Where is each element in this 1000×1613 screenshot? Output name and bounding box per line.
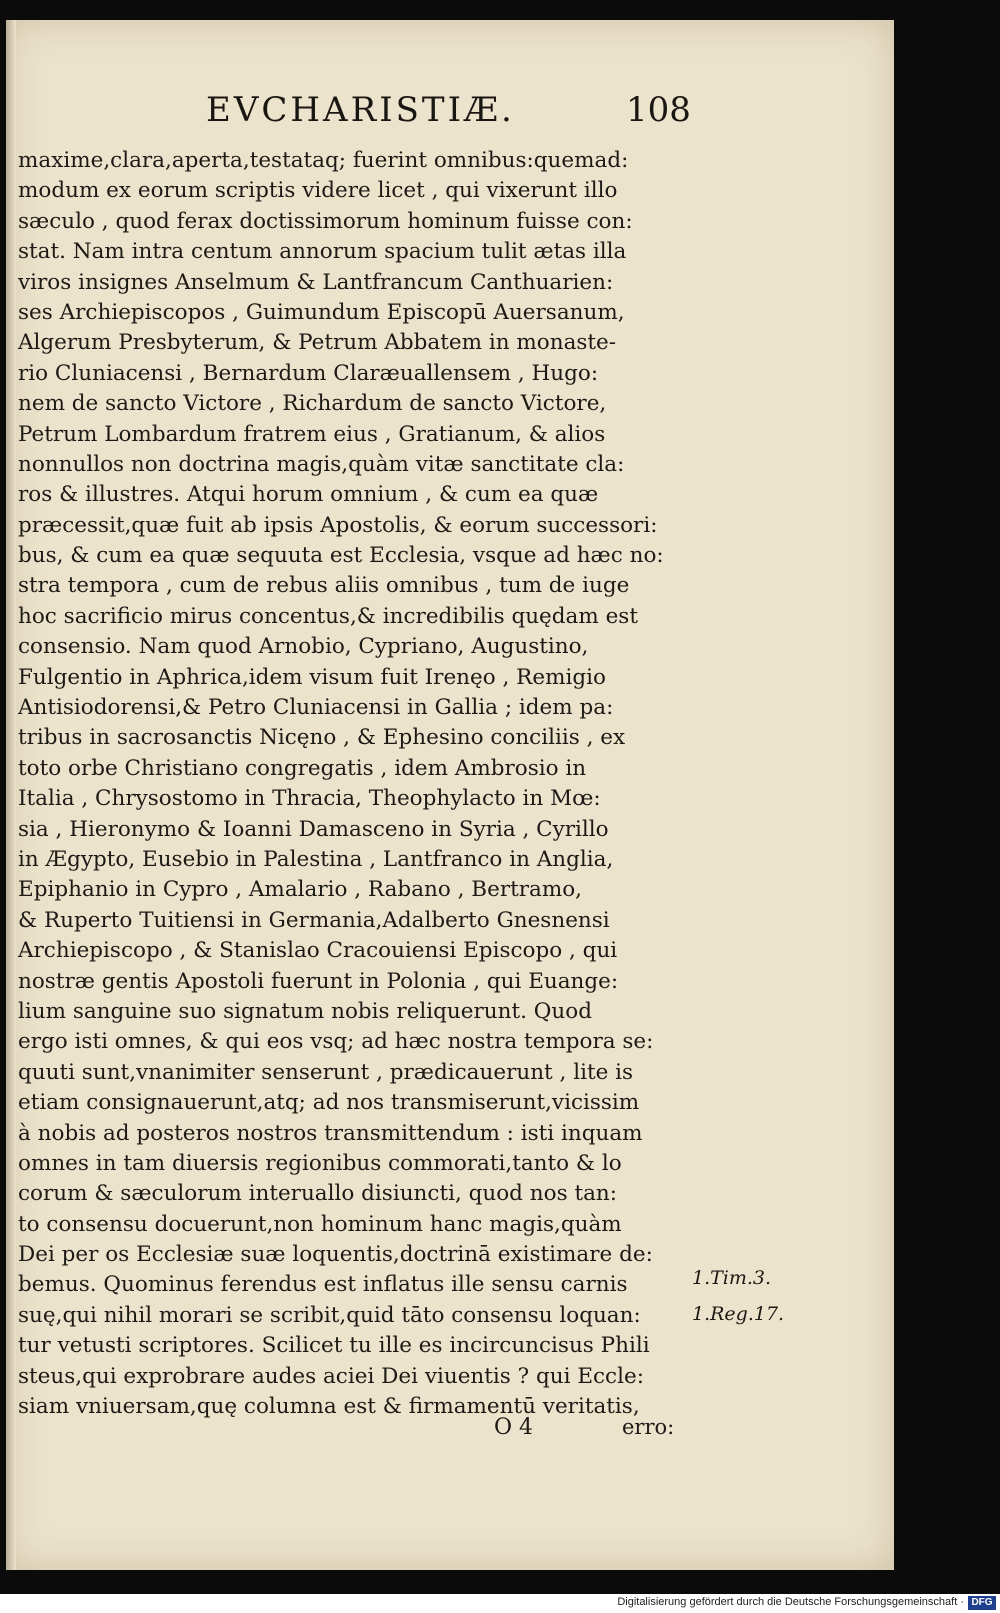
text-line: hoc sacrificio mirus concentus,& incredibilis quędam est bbox=[18, 603, 638, 629]
text-line: ses Archiepiscopos , Guimundum Episcopū Auersanum, bbox=[18, 299, 625, 325]
text-line: in Ægypto, Eusebio in Palestina , Lantfranco in Anglia, bbox=[18, 846, 614, 872]
dfg-logo: DFG bbox=[968, 1596, 996, 1610]
text-line: lium sanguine suo signatum nobis reliquerunt. Quod bbox=[18, 998, 592, 1024]
text-line: maxime,clara,aperta,testataq; fuerint omnibus:quemad: bbox=[18, 148, 629, 173]
text-line: viros insignes Anselmum & Lantfrancum Canthuarien: bbox=[18, 269, 614, 295]
catchword: erro: bbox=[622, 1415, 675, 1439]
text-line: toto orbe Christiano congregatis , idem Ambrosio in bbox=[18, 755, 587, 781]
text-line: steus,qui exprobrare audes aciei Dei viuentis ? qui Eccle: bbox=[18, 1363, 644, 1389]
text-line: omnes in tam diuersis regionibus commorati,tanto & lo bbox=[18, 1150, 622, 1176]
text-line: Algerum Presbyterum, & Petrum Abbatem in monaste- bbox=[18, 330, 617, 356]
body-text bbox=[18, 146, 688, 1422]
text-line: siam vniuersam,quę columna est & firmamentū veritatis, bbox=[18, 1394, 640, 1420]
text-line: Italia , Chrysostomo in Thracia, Theophylacto in Mœ: bbox=[18, 786, 601, 812]
text-line: suę,qui nihil morari se scribit,quid tāto consensu loquan: bbox=[18, 1302, 641, 1328]
text-line: ros & illustres. Atqui horum omnium , & cum ea quæ bbox=[18, 482, 599, 508]
text-line: Antisiodorensi,& Petro Cluniacensi in Gallia ; idem pa: bbox=[18, 695, 614, 721]
text-line: sæculo , quod ferax doctissimorum hominum fuisse con: bbox=[18, 208, 633, 234]
text-line: etiam consignauerunt,atq; ad nos transmiserunt,vicissim bbox=[18, 1090, 640, 1116]
text-line: consensio. Nam quod Arnobio, Cypriano, Augustino, bbox=[18, 634, 589, 660]
text-line: tribus in sacrosanctis Nicęno , & Ephesino conciliis , ex bbox=[18, 725, 626, 751]
text-line: tur vetusti scriptores. Scilicet tu ille es incircuncisus Phili bbox=[18, 1333, 650, 1359]
signature-mark: O 4 bbox=[494, 1415, 534, 1440]
running-head bbox=[6, 90, 894, 134]
text-line: modum ex eorum scriptis videre licet , qui vixerunt illo bbox=[18, 178, 618, 204]
text-line: Fulgentio in Aphrica,idem visum fuit Irenęo , Remigio bbox=[18, 664, 606, 690]
text-line: to consensu docuerunt,non hominum hanc magis,quàm bbox=[18, 1211, 622, 1237]
book-page bbox=[6, 20, 894, 1570]
text-line: stat. Nam intra centum annorum spacium tulit ætas illa bbox=[18, 239, 627, 265]
text-line: sia , Hieronymo & Ioanni Damasceno in Syria , Cyrillo bbox=[18, 816, 609, 842]
marginal-notes bbox=[692, 1260, 812, 1332]
digitization-footer bbox=[0, 1594, 1000, 1613]
text-line: ergo isti omnes, & qui eos vsq; ad hæc nostra tempora se: bbox=[18, 1029, 654, 1055]
text-line: stra tempora , cum de rebus aliis omnibus , tum de iuge bbox=[18, 573, 630, 599]
text-line: præcessit,quæ fuit ab ipsis Apostolis, & eorum successori: bbox=[18, 512, 658, 538]
text-line: Epiphanio in Cypro , Amalario , Rabano , Bertramo, bbox=[18, 877, 583, 903]
running-head-title: EVCHARISTIÆ. bbox=[206, 90, 515, 130]
text-line: nonnullos non doctrina magis,quàm vitæ sanctitate cla: bbox=[18, 451, 625, 477]
text-line: nostræ gentis Apostoli fuerunt in Polonia , qui Euange: bbox=[18, 968, 619, 994]
text-line: bemus. Quominus ferendus est inflatus ille sensu carnis bbox=[18, 1272, 628, 1298]
marginal-note: 1.Tim.3. bbox=[692, 1267, 772, 1289]
marginal-note: 1.Reg.17. bbox=[692, 1303, 785, 1325]
page-number: 108 bbox=[626, 90, 691, 130]
footer-credit: Digitalisierung gefördert durch die Deutsche Forschungsgemeinschaft · bbox=[617, 1596, 964, 1608]
text-line: Archiepiscopo , & Stanislao Cracouiensi Episcopo , qui bbox=[18, 938, 618, 964]
text-line: bus, & cum ea quæ sequuta est Ecclesia, vsque ad hæc no: bbox=[18, 543, 664, 569]
text-line: & Ruperto Tuitiensi in Germania,Adalberto Gnesnensi bbox=[18, 907, 610, 933]
text-line: Petrum Lombardum fratrem eius , Gratianum, & alios bbox=[18, 421, 606, 447]
text-line: à nobis ad posteros nostros transmittendum : isti inquam bbox=[18, 1120, 643, 1146]
text-line: rio Cluniacensi , Bernardum Claræuallensem , Hugo: bbox=[18, 360, 599, 386]
text-line: corum & sæculorum interuallo disiuncti, quod nos tan: bbox=[18, 1181, 617, 1207]
text-line: Dei per os Ecclesiæ suæ loquentis,doctrinā existimare de: bbox=[18, 1242, 653, 1268]
text-line: quuti sunt,vnanimiter senserunt , prædicauerunt , lite is bbox=[18, 1059, 634, 1085]
text-line: nem de sancto Victore , Richardum de sancto Victore, bbox=[18, 391, 607, 417]
page-gutter-shadow bbox=[6, 20, 16, 1570]
